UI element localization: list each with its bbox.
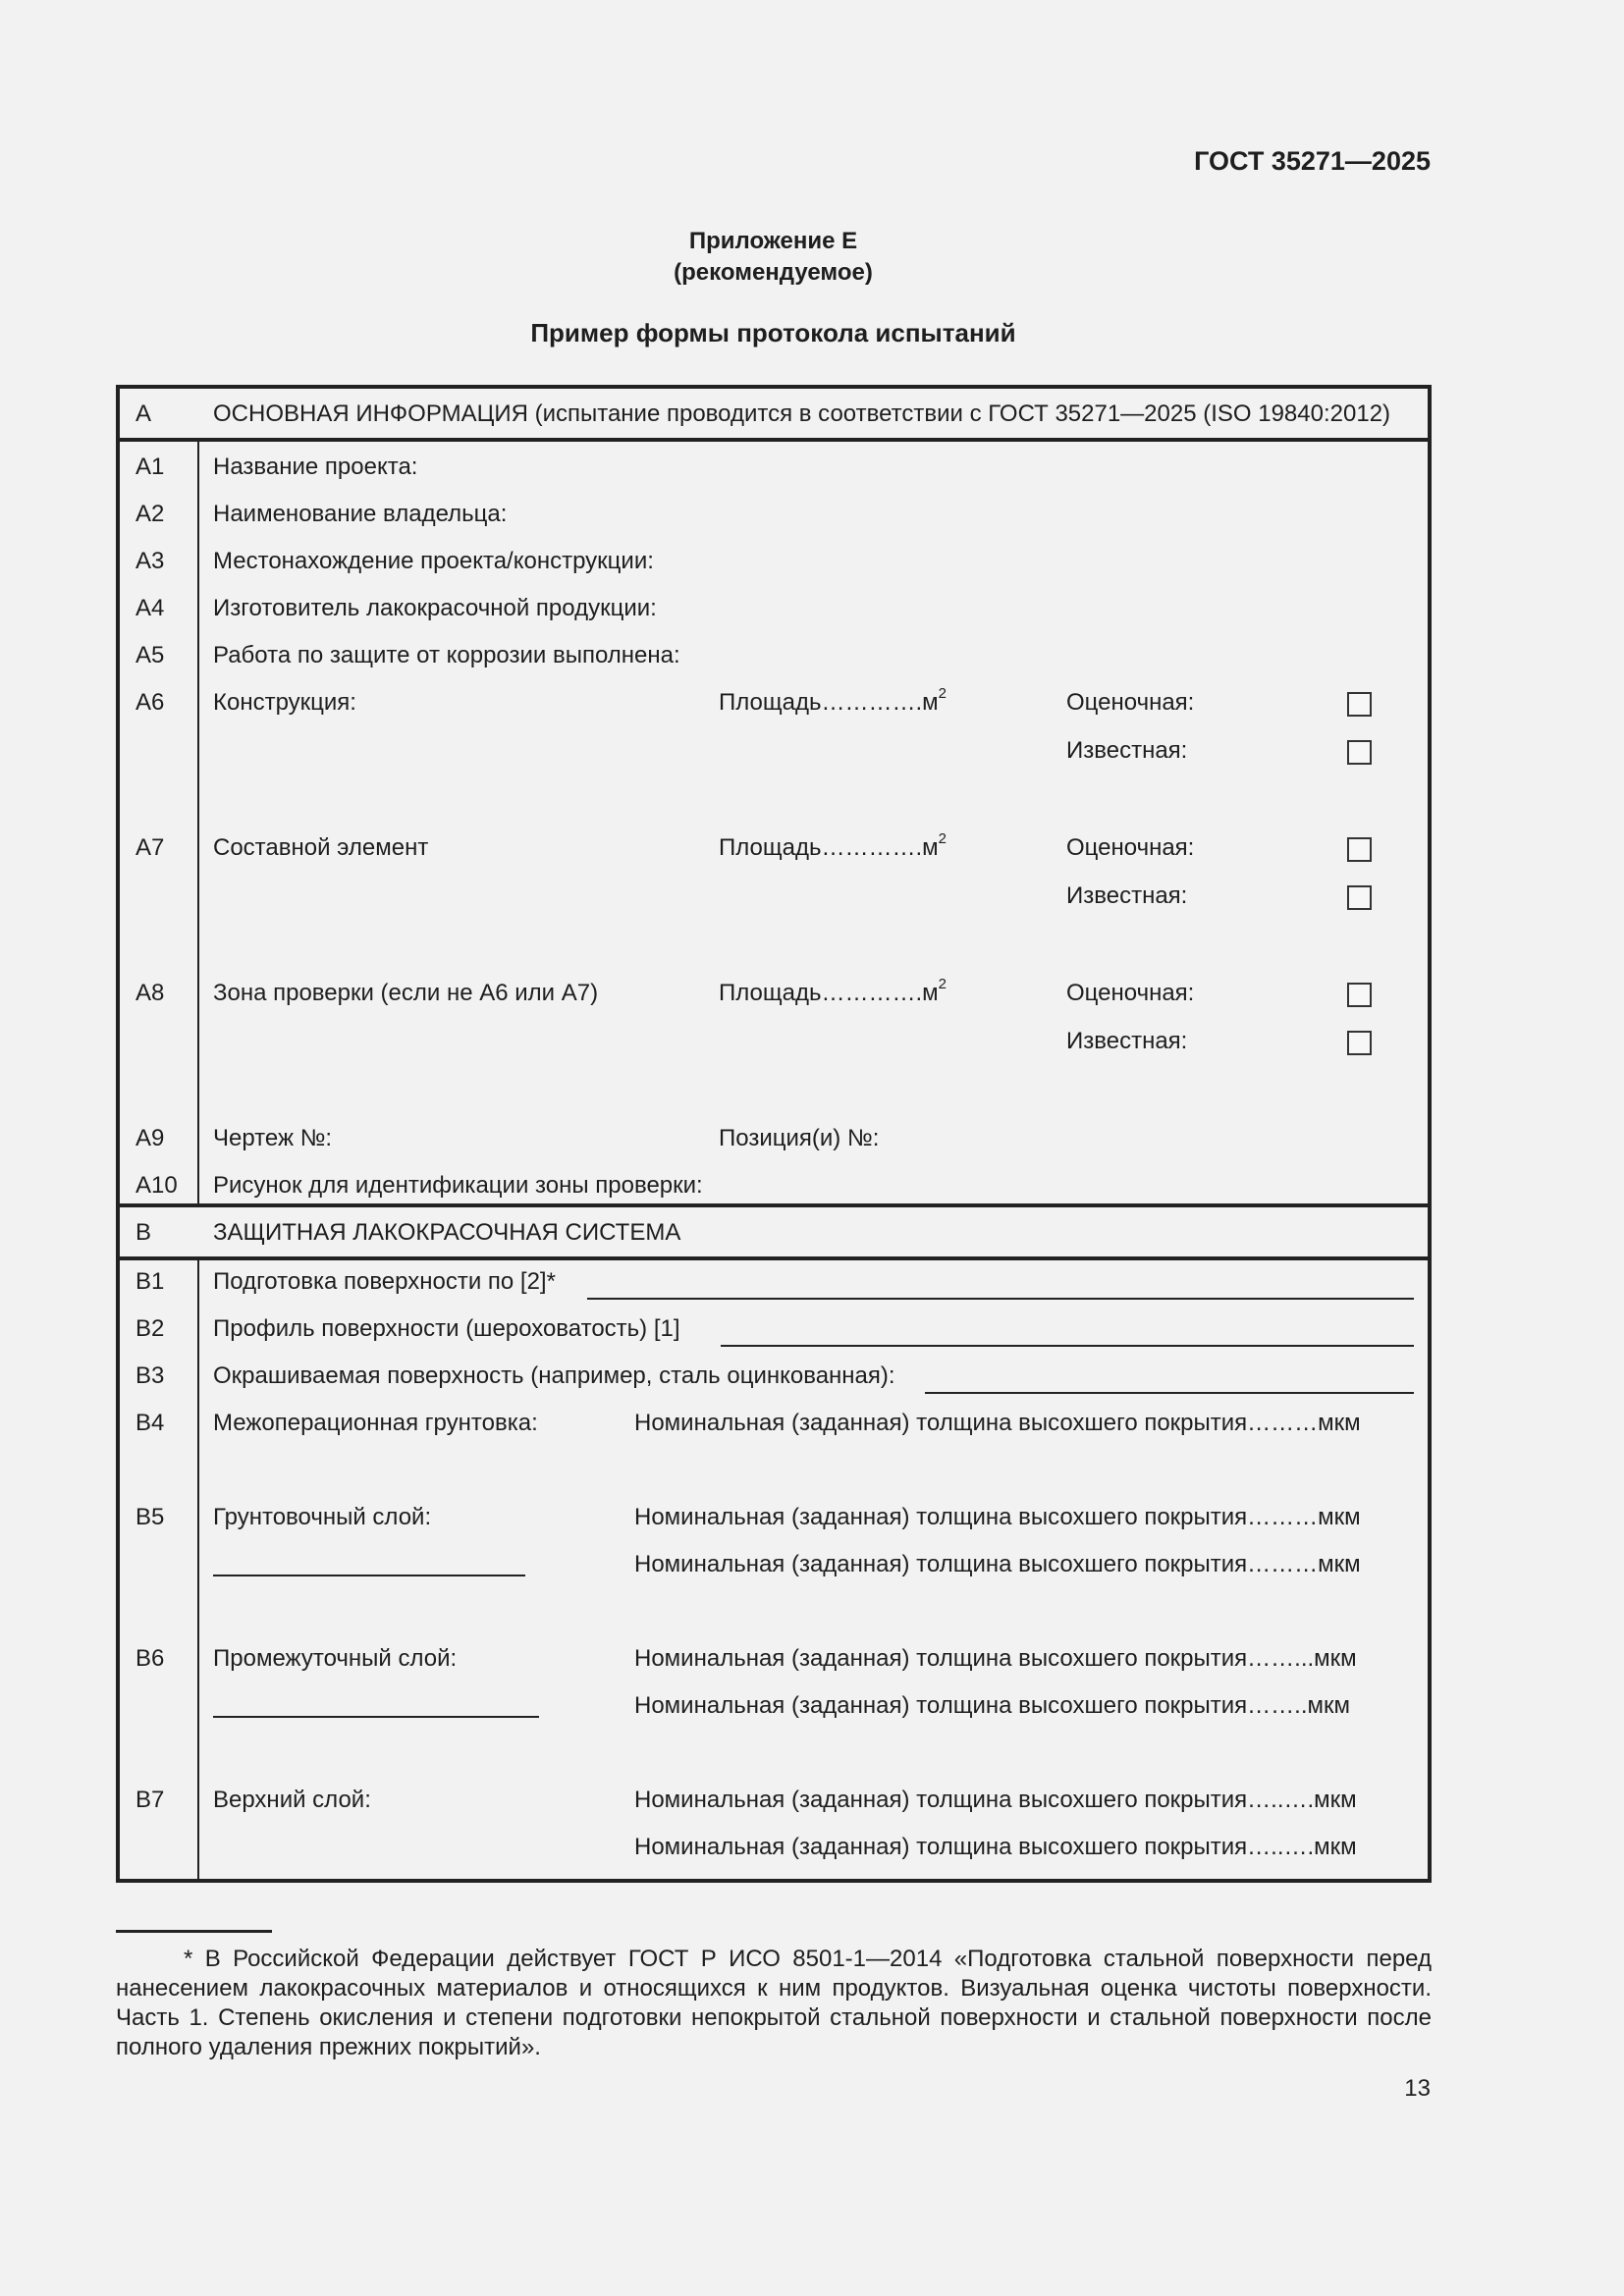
row-code: А6 bbox=[135, 689, 165, 716]
known-label: Известная: bbox=[1066, 737, 1188, 764]
thickness-label: Номинальная (заданная) толщина высохшего покрытия……...мкм bbox=[634, 1645, 1357, 1672]
row-b2 bbox=[120, 1315, 1428, 1349]
thickness-label: Номинальная (заданная) толщина высохшего покрытия…..….мкм bbox=[634, 1787, 1357, 1813]
row-label: Изготовитель лакокрасочной продукции: bbox=[213, 595, 657, 621]
row-b6 bbox=[120, 1645, 1428, 1734]
area-unit-exponent: 2 bbox=[938, 685, 947, 702]
row-code: В3 bbox=[135, 1362, 165, 1389]
footnote-text: * В Российской Федерации действует ГОСТ Р ИСО 8501-1—2014 «Подготовка стальной поверхности перед нанесением лакокрасочных материалов и относящихся к ним продуктов. Визуальная оценка чистоты поверхности. Часть 1. Степень окисления и степени подготовки непокрытой стальной поверхности и стальной поверхности после полного удаления прежних покрытий». bbox=[116, 1946, 1432, 2060]
row-label: Название проекта: bbox=[213, 454, 418, 480]
row-code: В1 bbox=[135, 1268, 165, 1295]
row-b5 bbox=[120, 1504, 1428, 1592]
thickness-label: Номинальная (заданная) толщина высохшего покрытия………мкм bbox=[634, 1551, 1361, 1577]
row-code: А3 bbox=[135, 548, 165, 574]
row-code: А9 bbox=[135, 1125, 165, 1151]
row-code: В4 bbox=[135, 1410, 165, 1436]
row-label: Местонахождение проекта/конструкции: bbox=[213, 548, 654, 574]
row-code: В7 bbox=[135, 1787, 165, 1813]
row-label: Работа по защите от коррозии выполнена: bbox=[213, 642, 680, 668]
row-code: В2 bbox=[135, 1315, 165, 1342]
row-b7 bbox=[120, 1787, 1428, 1875]
b2-fill-line[interactable] bbox=[721, 1345, 1414, 1347]
row-label: Зона проверки (если не А6 или А7) bbox=[213, 980, 599, 1006]
a7-known-checkbox[interactable] bbox=[1347, 885, 1372, 910]
a8-estimated-checkbox[interactable] bbox=[1347, 983, 1372, 1007]
row-a2 bbox=[120, 501, 1428, 530]
section-a-title: ОСНОВНАЯ ИНФОРМАЦИЯ (испытание проводится в соответствии с ГОСТ 35271—2025 (ISO 19840:2012) bbox=[213, 400, 1391, 427]
b3-fill-line[interactable] bbox=[925, 1392, 1414, 1394]
area-unit-exponent: 2 bbox=[938, 976, 947, 992]
row-label: Верхний слой: bbox=[213, 1787, 371, 1813]
thickness-label: Номинальная (заданная) толщина высохшего покрытия……..мкм bbox=[634, 1692, 1350, 1719]
area-label: Площадь………….м bbox=[719, 689, 939, 716]
row-a8 bbox=[120, 976, 1428, 1068]
annex-heading bbox=[0, 226, 1546, 289]
a7-estimated-checkbox[interactable] bbox=[1347, 837, 1372, 862]
row-a9 bbox=[120, 1125, 1428, 1154]
page-number: 13 bbox=[1404, 2075, 1431, 2102]
row-b4 bbox=[120, 1410, 1428, 1443]
row-label: Рисунок для идентификации зоны проверки: bbox=[213, 1172, 703, 1199]
section-a-header bbox=[120, 389, 1428, 438]
known-label: Известная: bbox=[1066, 882, 1188, 909]
row-code: А7 bbox=[135, 834, 165, 861]
row-b3 bbox=[120, 1362, 1428, 1396]
row-code: А10 bbox=[135, 1172, 178, 1199]
annex-subtitle: (рекомендуемое) bbox=[674, 259, 873, 286]
footnote-divider bbox=[116, 1930, 272, 1933]
row-label: Межоперационная грунтовка: bbox=[213, 1410, 538, 1436]
annex-title: Приложение Е bbox=[688, 228, 858, 254]
row-label: Грунтовочный слой: bbox=[213, 1504, 432, 1530]
a8-known-checkbox[interactable] bbox=[1347, 1031, 1372, 1055]
test-report-form bbox=[116, 385, 1432, 1883]
position-label: Позиция(и) №: bbox=[719, 1125, 880, 1151]
estimated-label: Оценочная: bbox=[1066, 689, 1195, 716]
section-a-body bbox=[120, 438, 1428, 1207]
section-b-title: ЗАЩИТНАЯ ЛАКОКРАСОЧНАЯ СИСТЕМА bbox=[213, 1219, 681, 1246]
row-label: Конструкция: bbox=[213, 689, 356, 716]
area-field bbox=[719, 830, 947, 862]
area-label: Площадь………….м bbox=[719, 834, 939, 861]
row-code: А8 bbox=[135, 980, 165, 1006]
a6-estimated-checkbox[interactable] bbox=[1347, 692, 1372, 717]
b5-name-fill-line[interactable] bbox=[213, 1575, 525, 1576]
row-b1 bbox=[120, 1268, 1428, 1302]
row-code: А4 bbox=[135, 595, 165, 621]
section-b-header bbox=[120, 1207, 1428, 1256]
row-a1 bbox=[120, 454, 1428, 483]
form-title: Пример формы протокола испытаний bbox=[530, 318, 1016, 347]
estimated-label: Оценочная: bbox=[1066, 980, 1195, 1006]
row-label: Подготовка поверхности по [2]* bbox=[213, 1268, 556, 1295]
row-label: Составной элемент bbox=[213, 834, 429, 861]
section-b-code: В bbox=[135, 1219, 152, 1246]
row-code: А5 bbox=[135, 642, 165, 668]
row-label: Окрашиваемая поверхность (например, сталь оцинкованная): bbox=[213, 1362, 895, 1389]
row-a3 bbox=[120, 548, 1428, 577]
row-label: Промежуточный слой: bbox=[213, 1645, 458, 1672]
a6-known-checkbox[interactable] bbox=[1347, 740, 1372, 765]
row-label: Профиль поверхности (шероховатость) [1] bbox=[213, 1315, 680, 1342]
row-code: В6 bbox=[135, 1645, 165, 1672]
row-a7 bbox=[120, 830, 1428, 923]
area-field bbox=[719, 685, 947, 717]
row-label: Наименование владельца: bbox=[213, 501, 508, 527]
row-code: В5 bbox=[135, 1504, 165, 1530]
area-label: Площадь………….м bbox=[719, 980, 939, 1006]
section-b-body bbox=[120, 1256, 1428, 1879]
row-code: А2 bbox=[135, 501, 165, 527]
section-a-code: А bbox=[135, 400, 152, 427]
row-a6 bbox=[120, 685, 1428, 777]
row-label: Чертеж №: bbox=[213, 1125, 333, 1151]
thickness-label: Номинальная (заданная) толщина высохшего покрытия…..….мкм bbox=[634, 1834, 1357, 1860]
b1-fill-line[interactable] bbox=[587, 1298, 1414, 1300]
document-code: ГОСТ 35271—2025 bbox=[1194, 146, 1431, 176]
area-field bbox=[719, 976, 947, 1007]
area-unit-exponent: 2 bbox=[938, 830, 947, 847]
row-code: А1 bbox=[135, 454, 165, 480]
thickness-label: Номинальная (заданная) толщина высохшего покрытия………мкм bbox=[634, 1410, 1361, 1436]
row-a5 bbox=[120, 642, 1428, 671]
thickness-label: Номинальная (заданная) толщина высохшего покрытия………мкм bbox=[634, 1504, 1361, 1530]
b6-name-fill-line[interactable] bbox=[213, 1716, 539, 1718]
footnote bbox=[116, 1945, 1432, 2062]
row-a4 bbox=[120, 595, 1428, 624]
row-a10 bbox=[120, 1172, 1428, 1201]
estimated-label: Оценочная: bbox=[1066, 834, 1195, 861]
known-label: Известная: bbox=[1066, 1028, 1188, 1054]
